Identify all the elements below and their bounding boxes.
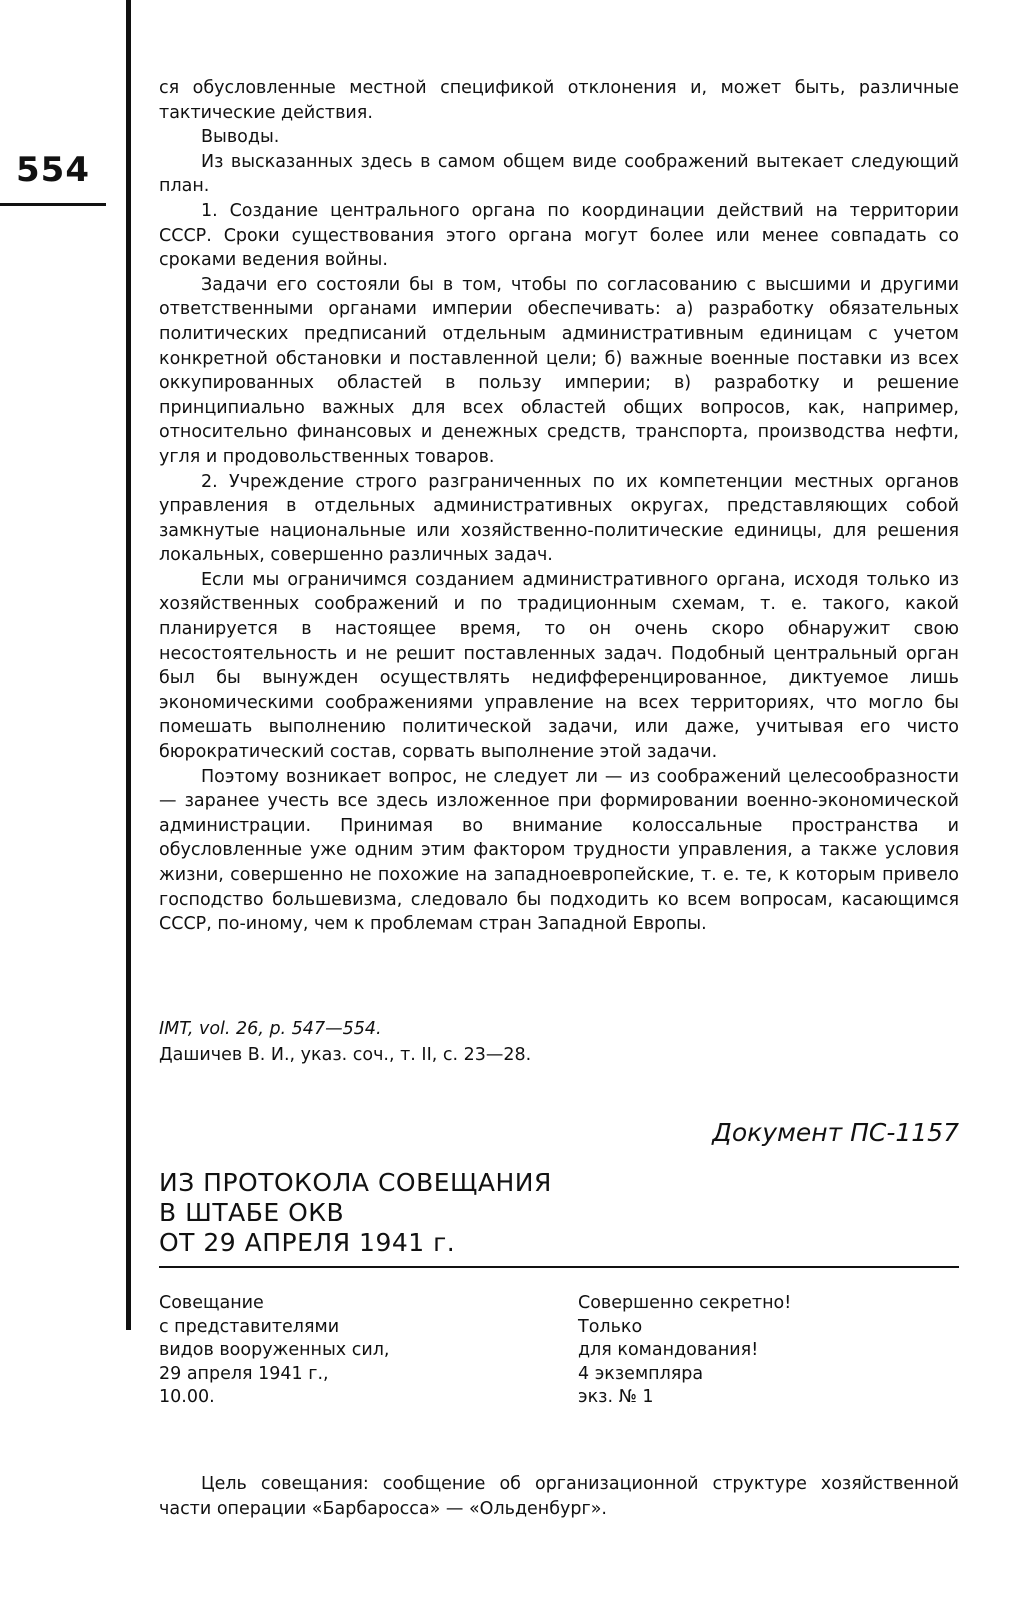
classification-line: для командования! [578, 1340, 759, 1360]
margin-rule [126, 0, 131, 1330]
classification-line: Только [578, 1316, 643, 1337]
classification-line: Совершенно секретно! [578, 1293, 792, 1313]
paragraph: Из высказанных здесь в самом общем виде соображений вытекает следующий план. [159, 151, 959, 197]
paragraph: ся обусловленные местной спецификой отклонения и, может быть, различные тактические действия. [159, 78, 959, 123]
document-label: Документ ПС-1157 [712, 1118, 959, 1147]
paragraph: Задачи его состояли бы в том, чтобы по согласованию с высшими и другими ответственными органами империи обеспечивать: а) разработку обязательных политических предписаний отдельным административным единицам с учетом конкретной обстановки и поставленной цели; б) важные военные поставки из всех оккупированных областей в пользу империи; в) разработку и решение принципиально важных для всех областей общих вопросов, как, например, относительно финансовых и денежных средств, транспорта, производства нефти, угля и продовольственных товаров. [159, 274, 959, 467]
paragraph: Поэтому возникает вопрос, не следует ли — из соображений целесообразности — заранее учесть все здесь изложенное при формировании военно-экономической администрации. Принимая во внимание колоссальные пространства и обусловленные уже одним этим фактором трудности управления, а также условия жизни, совершенно не похожие на западноевропейские, т. е. те, к которым привело господство большевизма, следовало бы подходить ко всем вопросам, касающимся СССР, по-иному, чем к проблемам стран Западной Европы. [159, 766, 959, 935]
meeting-info-line: 10.00. [159, 1387, 215, 1407]
classification-block [578, 1292, 791, 1410]
purpose-paragraph: Цель совещания: сообщение об организационной структуре хозяйственной части операции «Барбаросса» — «Ольденбург». [159, 1474, 959, 1519]
paragraph-point-1: 1. Создание центрального органа по координации действий на территории СССР. Сроки существования этого органа могут более или менее совпадать со сроками ведения войны. [159, 200, 959, 271]
meeting-info-line: с представителями [159, 1316, 340, 1337]
meeting-info-line: 29 апреля 1941 г., [159, 1363, 329, 1384]
paragraph: Если мы ограничимся созданием административного органа, исходя только из хозяйственных соображений и по традиционным схемам, т. е. такого, какой планируется в настоящее время, то он очень скоро обнаружит свою несостоятельность и не решит поставленных задач. Подобный центральный орган был бы вынужден осуществлять недифференцированное, диктуемое лишь экономическими соображениями управление на всех территориях, что могло бы помешать выполнению политической задачи, или даже, учитывая его чисто бюрократический состав, сорвать выполнение этой задачи. [159, 569, 959, 763]
paragraph-conclusions: Выводы. [201, 127, 280, 148]
section-divider [159, 1266, 959, 1268]
title-line: ИЗ ПРОТОКОЛА СОВЕЩАНИЯ [159, 1168, 552, 1197]
source-dashichev: Дашичев В. И., указ. соч., т. II, с. 23—28. [159, 1045, 532, 1065]
title-line: В ШТАБЕ ОКВ [159, 1198, 345, 1227]
meeting-info-line: Совещание [159, 1293, 264, 1313]
classification-line: 4 экземпляра [578, 1363, 704, 1384]
paragraph-point-2: 2. Учреждение строго разграниченных по их компетенции местных органов управления в отдельных административных округах, представляющих собой замкнутые национальные или хозяйственно-политические единицы, для решения локальных, совершенно различных задач. [159, 471, 959, 566]
meeting-info [159, 1292, 389, 1410]
classification-line: экз. № 1 [578, 1387, 654, 1407]
section-title [159, 1168, 552, 1258]
page-number-underline [0, 203, 106, 206]
title-line: ОТ 29 АПРЕЛЯ 1941 г. [159, 1228, 456, 1257]
source-references [159, 1016, 531, 1068]
page-number: 554 [16, 150, 90, 190]
meeting-info-line: видов вооруженных сил, [159, 1340, 390, 1360]
document-body [159, 76, 959, 937]
source-imt: IMT, vol. 26, p. 547—554. [159, 1019, 382, 1039]
meeting-purpose [159, 1472, 959, 1522]
